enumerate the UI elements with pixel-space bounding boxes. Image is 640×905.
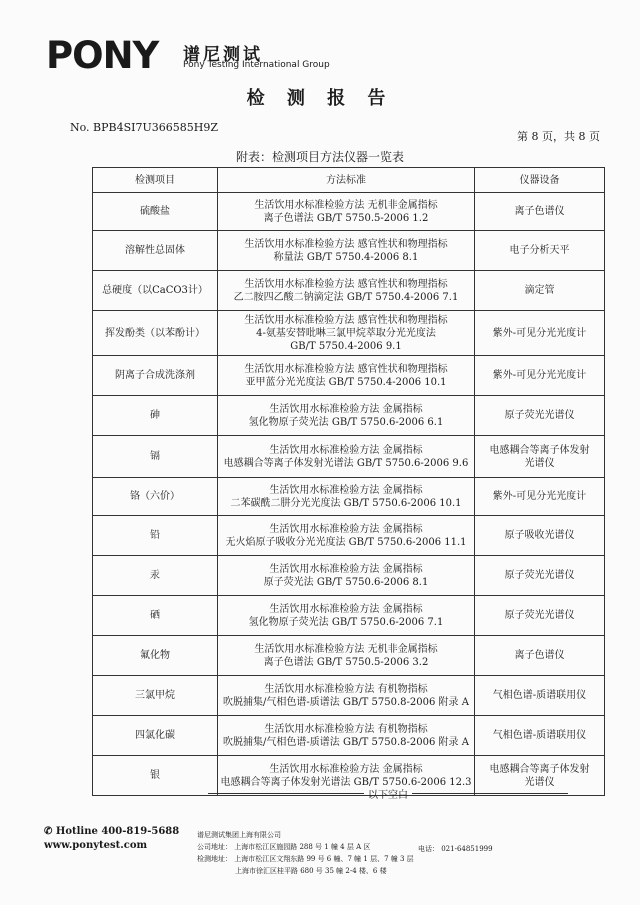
cell-item: 溶解性总固体 (93, 231, 218, 271)
cell-method-line: 生活饮用水标准检验方法 金属指标 (269, 603, 423, 615)
cell-method-line: 吹脱捕集/气相色谱-质谱法 GB/T 5750.8-2006 附录 A (223, 736, 469, 748)
cell-instrument (475, 271, 605, 311)
blank-below-label: 以下空白 (368, 790, 408, 801)
cell-instrument-line: 电感耦合等离子体发射 (489, 444, 590, 456)
cell-item: 氟化物 (93, 636, 218, 676)
cell-method-line: 生活饮用水标准检验方法 金属指标 (269, 563, 423, 575)
cell-item: 铬（六价） (93, 478, 218, 516)
cell-method-line: 生活饮用水标准检验方法 金属指标 (269, 444, 423, 456)
cell-item: 硫酸盐 (93, 193, 218, 231)
cell-method-line: 吹脱捕集/气相色谱-质谱法 GB/T 5750.8-2006 附录 A (223, 696, 469, 708)
cell-method (218, 636, 475, 676)
header-method: 方法标准 (218, 168, 475, 193)
cell-instrument (475, 596, 605, 636)
cell-instrument-line: 原子吸收光谱仪 (504, 530, 575, 541)
cell-item: 铅 (93, 516, 218, 556)
cell-instrument-line: 气相色谱-质谱联用仪 (492, 690, 587, 701)
cell-instrument-line: 离子色谱仪 (514, 650, 565, 661)
cell-instrument-line: 滴定管 (524, 285, 555, 296)
table-row (93, 271, 605, 311)
cell-instrument (475, 231, 605, 271)
hotline (44, 826, 179, 837)
cell-instrument (475, 193, 605, 231)
cell-method-line: 氢化物原子荧光法 GB/T 5750.6-2006 6.1 (248, 416, 444, 428)
cell-method-line: 生活饮用水标准检验方法 金属指标 (269, 523, 423, 535)
website: www.ponytest.com (44, 840, 148, 851)
lab-address-2: 上海市徐汇区桂平路 680 号 35 幢 2-4 楼、6 楼 (235, 867, 387, 875)
cell-instrument (475, 676, 605, 716)
cell-item: 总硬度（以CaCO3计） (93, 271, 218, 311)
cell-item: 镉 (93, 436, 218, 478)
cell-method-line: 原子荧光法 GB/T 5750.6-2006 8.1 (263, 576, 429, 588)
cell-method-line: 乙二胺四乙酸二钠滴定法 GB/T 5750.4-2006 7.1 (233, 291, 459, 303)
cell-method-line: 生活饮用水标准检验方法 无机非金属指标 (254, 199, 438, 211)
table-row (93, 231, 605, 271)
cell-method-line: 离子色谱法 GB/T 5750.5-2006 3.2 (263, 656, 429, 668)
cell-instrument-line: 紫外-可见分光光度计 (492, 370, 587, 381)
cell-method-line: 电感耦合等离子体发射光谱法 GB/T 5750.6-2006 9.6 (223, 457, 469, 469)
cell-method (218, 596, 475, 636)
hotline-text: Hotline 400-819-5688 (55, 826, 180, 837)
cell-instrument (475, 436, 605, 478)
cell-method-line: 称量法 GB/T 5750.4-2006 8.1 (273, 251, 419, 263)
cell-method-line: 离子色谱法 GB/T 5750.5-2006 1.2 (263, 212, 429, 224)
cell-method-line: 生活饮用水标准检验方法 感官性状和物理指标 (244, 314, 448, 326)
cell-method (218, 356, 475, 396)
table-row (93, 311, 605, 356)
table-row (93, 193, 605, 231)
divider (412, 793, 568, 794)
cell-method-line: 二苯碳酰二肼分光光度法 GB/T 5750.6-2006 10.1 (230, 497, 462, 509)
table-row (93, 396, 605, 436)
company-name: 谱尼测试集团上海有限公司 (197, 831, 281, 839)
divider (208, 793, 364, 794)
table-row (93, 676, 605, 716)
cell-method (218, 516, 475, 556)
cell-method (218, 231, 475, 271)
cell-instrument (475, 311, 605, 356)
cell-instrument-line: 紫外-可见分光光度计 (492, 491, 587, 502)
table-row (93, 556, 605, 596)
cell-method (218, 676, 475, 716)
cell-method-line: 生活饮用水标准检验方法 金属指标 (269, 403, 423, 415)
cell-method-line: 亚甲蓝分光光度法 GB/T 5750.4-2006 10.1 (245, 376, 447, 388)
cell-method-line: 生活饮用水标准检验方法 金属指标 (269, 484, 423, 496)
footer-info (197, 829, 414, 877)
cell-method (218, 436, 475, 478)
cell-instrument-line: 原子荧光光谱仪 (504, 410, 575, 421)
header-item: 检测项目 (93, 168, 218, 193)
cell-method (218, 193, 475, 231)
cell-method-line: 生活饮用水标准检验方法 有机物指标 (264, 723, 428, 735)
cell-method (218, 478, 475, 516)
cell-instrument-line: 气相色谱-质谱联用仪 (492, 730, 587, 741)
cell-item: 四氯化碳 (93, 716, 218, 756)
cell-item: 三氯甲烷 (93, 676, 218, 716)
cell-instrument (475, 356, 605, 396)
cell-method-line: 电感耦合等离子体发射光谱法 GB/T 5750.6-2006 12.3 (220, 776, 472, 788)
cell-method-line: 生活饮用水标准检验方法 感官性状和物理指标 (244, 238, 448, 250)
report-number: No. BPB4SI7U366585H9Z (70, 121, 218, 134)
cell-instrument-line: 离子色谱仪 (514, 206, 565, 217)
brand-name-cn: 谱尼测试 (183, 45, 263, 65)
table-row (93, 636, 605, 676)
cell-instrument-line: 光谱仪 (524, 457, 555, 469)
cell-instrument-line: 紫外-可见分光光度计 (492, 327, 587, 339)
cell-method-line: 生活饮用水标准检验方法 感官性状和物理指标 (244, 278, 448, 290)
cell-instrument (475, 556, 605, 596)
logo (46, 34, 159, 77)
report-title: 检 测 报 告 (246, 88, 394, 109)
cell-item: 硒 (93, 596, 218, 636)
table-row (93, 716, 605, 756)
table-row (93, 436, 605, 478)
cell-method-line: 生活饮用水标准检验方法 有机物指标 (264, 683, 428, 695)
header-instrument: 仪器设备 (475, 168, 605, 193)
cell-method (218, 396, 475, 436)
cell-method-line: 生活饮用水标准检验方法 感官性状和物理指标 (244, 363, 448, 375)
cell-method (218, 716, 475, 756)
lab-address-1: 检测地址： 上海市松江区文翔东路 99 号 6 幢、7 幢 1 层、7 幢 3 层 (197, 855, 414, 863)
table-row (93, 356, 605, 396)
phone-icon: ✆ (44, 826, 53, 837)
cell-method (218, 311, 475, 356)
cell-item: 砷 (93, 396, 218, 436)
cell-method-line: 无火焰原子吸收分光光度法 GB/T 5750.6-2006 11.1 (225, 536, 467, 548)
cell-instrument (475, 636, 605, 676)
cell-method-line: 生活饮用水标准检验方法 无机非金属指标 (254, 643, 438, 655)
cell-method-line: 4-氨基安替吡啉三氯甲烷萃取分光光度法 (256, 327, 436, 339)
cell-instrument-line: 光谱仪 (524, 776, 555, 788)
cell-instrument (475, 716, 605, 756)
table-row (93, 478, 605, 516)
table-row (93, 596, 605, 636)
cell-item: 银 (93, 756, 218, 796)
table-header-row (93, 168, 605, 193)
cell-method-line: GB/T 5750.4-2006 9.1 (290, 340, 402, 352)
cell-instrument-line: 原子荧光光谱仪 (504, 610, 575, 621)
cell-instrument-line: 电感耦合等离子体发射 (489, 763, 590, 775)
phone-number: 电话： 021-64851999 (418, 845, 493, 853)
cell-method (218, 271, 475, 311)
end-of-table-marker (208, 786, 568, 801)
methods-table (92, 167, 605, 796)
appendix-title: 附表：检测项目方法仪器一览表 (235, 150, 404, 164)
company-address: 公司地址： 上海市松江区施园路 288 号 1 幢 4 层 A 区 (197, 843, 371, 851)
cell-method-line: 生活饮用水标准检验方法 金属指标 (269, 763, 423, 775)
logo-wordmark: PONY (46, 34, 159, 77)
brand-name-en: Pony Testing International Group (183, 60, 330, 70)
page-number: 第 8 页，共 8 页 (517, 130, 600, 143)
cell-instrument (475, 478, 605, 516)
cell-instrument (475, 396, 605, 436)
table-row (93, 516, 605, 556)
cell-instrument (475, 516, 605, 556)
cell-instrument-line: 原子荧光光谱仪 (504, 570, 575, 581)
cell-instrument-line: 电子分析天平 (509, 245, 570, 256)
cell-item: 阴离子合成洗涤剂 (93, 356, 218, 396)
cell-method-line: 氢化物原子荧光法 GB/T 5750.6-2006 7.1 (248, 616, 444, 628)
cell-item: 汞 (93, 556, 218, 596)
cell-item: 挥发酚类（以苯酚计） (93, 311, 218, 356)
cell-method (218, 556, 475, 596)
